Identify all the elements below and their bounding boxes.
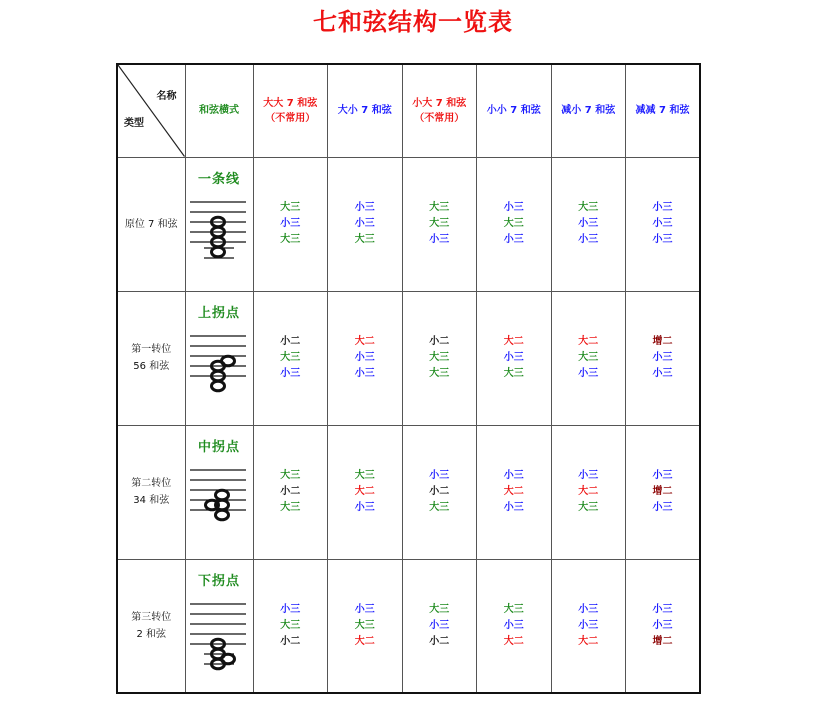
staff-notation-icon	[190, 462, 250, 542]
interval-label: 小三	[652, 234, 673, 245]
mode-cell	[185, 157, 253, 291]
chord-name: 减小 7 和弦	[561, 105, 616, 117]
interval-label: 大三	[429, 352, 450, 363]
interval-label: 小三	[280, 368, 301, 379]
interval-label: 大二	[578, 486, 599, 497]
chord-note: （不常用）	[265, 112, 316, 124]
interval-label: 小三	[503, 202, 524, 213]
interval-cell	[402, 559, 477, 693]
inversion-name: 第二转位	[131, 478, 172, 489]
interval-label: 大二	[354, 336, 375, 347]
header-chord-cell	[551, 64, 626, 157]
interval-label: 大三	[354, 234, 375, 245]
row-type-label	[117, 425, 185, 559]
page-title: 七和弦结构一览表	[313, 8, 513, 36]
inversion-name: 原位 7 和弦	[124, 218, 178, 230]
interval-label: 大二	[578, 336, 599, 347]
interval-cell	[551, 291, 626, 425]
note-head	[215, 510, 228, 520]
interval-label: 大三	[578, 202, 599, 213]
row-type-label	[117, 157, 185, 291]
header-chord-cell	[626, 64, 701, 157]
interval-cell	[551, 559, 626, 693]
interval-label: 大三	[429, 502, 450, 513]
interval-label: 大三	[354, 619, 375, 631]
chord-name: 大小 7 和弦	[337, 105, 392, 117]
interval-label: 大三	[280, 470, 301, 481]
interval-label: 大三	[280, 234, 301, 245]
interval-label: 小三	[280, 603, 301, 615]
interval-label: 小三	[503, 619, 524, 631]
interval-cell	[328, 157, 403, 291]
chord-row	[117, 425, 700, 559]
interval-label: 大三	[429, 202, 450, 213]
interval-label: 小三	[354, 368, 375, 379]
interval-cell	[626, 425, 701, 559]
interval-label: 小三	[652, 352, 673, 363]
interval-label: 小三	[354, 502, 375, 513]
interval-cell	[477, 291, 552, 425]
chord-structure-table	[116, 63, 701, 694]
interval-cell	[328, 425, 403, 559]
interval-label: 小二	[280, 486, 301, 497]
interval-label: 小三	[429, 234, 450, 245]
interval-cell	[626, 157, 701, 291]
staff-notation-icon	[190, 596, 250, 676]
interval-cell	[626, 559, 701, 693]
interval-cell	[402, 425, 477, 559]
interval-label: 大二	[578, 635, 599, 647]
note-head	[211, 381, 224, 391]
interval-label: 大二	[354, 635, 375, 647]
interval-label: 小三	[578, 234, 599, 245]
interval-label: 大三	[280, 619, 301, 631]
mode-label: 下拐点	[197, 573, 240, 589]
interval-label: 小三	[429, 619, 450, 631]
note-head	[221, 356, 234, 366]
interval-label: 大三	[354, 470, 375, 481]
interval-cell	[328, 291, 403, 425]
interval-label: 小三	[503, 234, 524, 245]
interval-label: 大二	[503, 635, 524, 647]
header-type-label: 类型	[124, 117, 144, 129]
interval-label: 大三	[280, 352, 301, 363]
mode-cell	[185, 425, 253, 559]
interval-label: 小二	[280, 635, 301, 647]
mode-label: 上拐点	[197, 305, 240, 321]
interval-label: 大二	[354, 486, 375, 497]
interval-label: 大三	[429, 218, 450, 229]
mode-label: 中拐点	[197, 439, 240, 455]
chord-name: 减减 7 和弦	[635, 105, 690, 117]
chord-name: 小小 7 和弦	[486, 105, 541, 117]
interval-cell	[477, 157, 552, 291]
note-head	[215, 490, 228, 500]
note-head	[211, 247, 224, 257]
interval-label: 大二	[503, 486, 524, 497]
staff-notation-icon	[190, 328, 250, 408]
interval-label: 小三	[652, 619, 673, 631]
staff-notation-icon	[190, 194, 250, 274]
interval-label: 大三	[280, 502, 301, 513]
interval-cell	[402, 291, 477, 425]
interval-label: 小三	[578, 470, 599, 481]
interval-cell	[477, 425, 552, 559]
interval-label: 大三	[503, 368, 524, 379]
interval-cell	[253, 559, 328, 693]
interval-label: 增二	[652, 635, 673, 647]
interval-cell	[253, 157, 328, 291]
interval-label: 小三	[578, 368, 599, 379]
interval-label: 大三	[578, 352, 599, 363]
interval-label: 小二	[429, 635, 450, 647]
interval-label: 小三	[652, 603, 673, 615]
inversion-name: 第三转位	[131, 611, 172, 623]
header-chord-cell	[328, 64, 403, 157]
interval-label: 小三	[652, 218, 673, 229]
corner-header-cell	[117, 64, 185, 157]
interval-cell	[253, 291, 328, 425]
interval-label: 大三	[280, 202, 301, 213]
interval-label: 小三	[354, 603, 375, 615]
inversion-figure: 2 和弦	[136, 628, 167, 640]
chord-note: （不常用）	[414, 112, 465, 124]
interval-label: 小三	[429, 470, 450, 481]
interval-cell	[253, 425, 328, 559]
header-chord-cell	[477, 64, 552, 157]
interval-label: 增二	[652, 486, 673, 497]
interval-label: 小三	[652, 470, 673, 481]
interval-label: 增二	[652, 336, 673, 347]
interval-label: 小三	[354, 218, 375, 229]
row-type-label	[117, 559, 185, 693]
interval-label: 小三	[652, 368, 673, 379]
mode-label: 一条线	[197, 171, 240, 187]
interval-label: 小三	[280, 218, 301, 229]
header-chord-cell	[253, 64, 328, 157]
interval-label: 小三	[578, 619, 599, 631]
interval-label: 大二	[503, 336, 524, 347]
interval-cell	[328, 559, 403, 693]
header-name-label: 名称	[156, 91, 177, 102]
chord-name: 小大 7 和弦	[412, 97, 467, 109]
interval-label: 小三	[578, 603, 599, 615]
chord-row	[117, 559, 700, 693]
chord-row	[117, 291, 700, 425]
interval-label: 小三	[652, 502, 673, 513]
mode-cell	[185, 559, 253, 693]
row-type-label	[117, 291, 185, 425]
note-head	[221, 654, 234, 664]
interval-label: 大三	[503, 603, 524, 615]
interval-label: 小三	[503, 502, 524, 513]
interval-label: 小三	[503, 470, 524, 481]
interval-cell	[402, 157, 477, 291]
interval-cell	[551, 157, 626, 291]
interval-label: 大三	[429, 368, 450, 379]
header-mode-cell: 和弦横式	[185, 64, 253, 157]
chord-row	[117, 157, 700, 291]
diagonal-divider	[118, 65, 185, 157]
header-row	[117, 64, 700, 157]
interval-cell	[551, 425, 626, 559]
interval-cell	[477, 559, 552, 693]
inversion-figure: 34 和弦	[133, 495, 170, 506]
interval-label: 大三	[578, 502, 599, 513]
interval-label: 大三	[503, 218, 524, 229]
interval-cell	[626, 291, 701, 425]
interval-label: 小二	[429, 336, 450, 347]
interval-label: 小三	[652, 202, 673, 213]
interval-label: 小二	[280, 336, 301, 347]
interval-label: 小二	[429, 486, 450, 497]
interval-label: 小三	[503, 352, 524, 363]
interval-label: 小三	[354, 202, 375, 213]
chord-name: 大大 7 和弦	[263, 97, 318, 109]
interval-label: 小三	[354, 352, 375, 363]
interval-label: 大三	[429, 603, 450, 615]
mode-cell	[185, 291, 253, 425]
header-chord-cell	[402, 64, 477, 157]
interval-label: 小三	[578, 218, 599, 229]
inversion-name: 第一转位	[131, 344, 172, 355]
inversion-figure: 56 和弦	[133, 361, 170, 372]
